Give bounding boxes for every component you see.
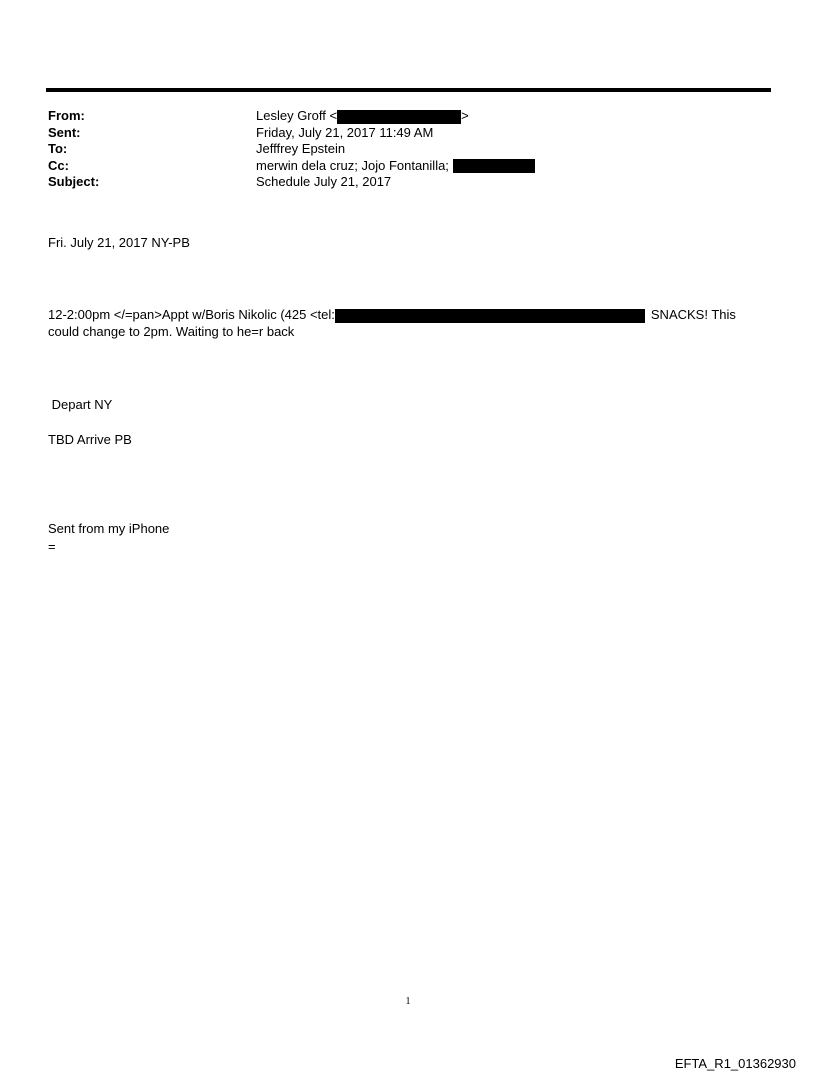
cc-row [48, 158, 768, 175]
body-appt-line-2: could change to 2pm. Waiting to he=r back [48, 324, 295, 339]
sent-label: Sent: [48, 124, 81, 140]
body-arrive-line: TBD Arrive PB [48, 432, 132, 447]
appt-prefix: 12-2:00pm </=pan>Appt w/Boris Nikolic (425 <tel: [48, 307, 335, 322]
to-label: To: [48, 141, 68, 156]
header-rule [46, 88, 771, 92]
cc-value [256, 158, 535, 175]
from-value-suffix: > [461, 108, 469, 123]
page-number: 1 [405, 996, 411, 1007]
to-value: Jefffrey Epstein [256, 141, 346, 156]
redaction-box [453, 159, 535, 173]
sent-value: Friday, July 21, 2017 11:49 AM [256, 124, 434, 140]
document-id: EFTA_R1_01362930 [674, 1056, 796, 1071]
appt-suffix: SNACKS! This [650, 307, 736, 322]
from-value [256, 108, 469, 125]
from-value-prefix: Lesley Groff < [256, 108, 338, 123]
body-depart-line: Depart NY [48, 397, 113, 412]
email-header [48, 108, 768, 191]
sent-row [48, 125, 768, 142]
subject-value: Schedule July 21, 2017 [256, 174, 392, 189]
redaction-box [335, 309, 645, 323]
body-date-line: Fri. July 21, 2017 NY-PB [48, 235, 190, 250]
body-appt-line [48, 306, 736, 323]
trailer-line: = [48, 539, 56, 554]
to-row [48, 141, 768, 158]
redaction-box [337, 110, 461, 124]
subject-label: Subject: [48, 174, 100, 189]
from-row [48, 108, 768, 125]
signature-line: Sent from my iPhone [48, 521, 170, 536]
cc-label: Cc: [48, 157, 69, 173]
cc-value-text: merwin dela cruz; Jojo Fontanilla; [256, 157, 449, 173]
subject-row [48, 174, 768, 191]
from-label: From: [48, 108, 85, 123]
